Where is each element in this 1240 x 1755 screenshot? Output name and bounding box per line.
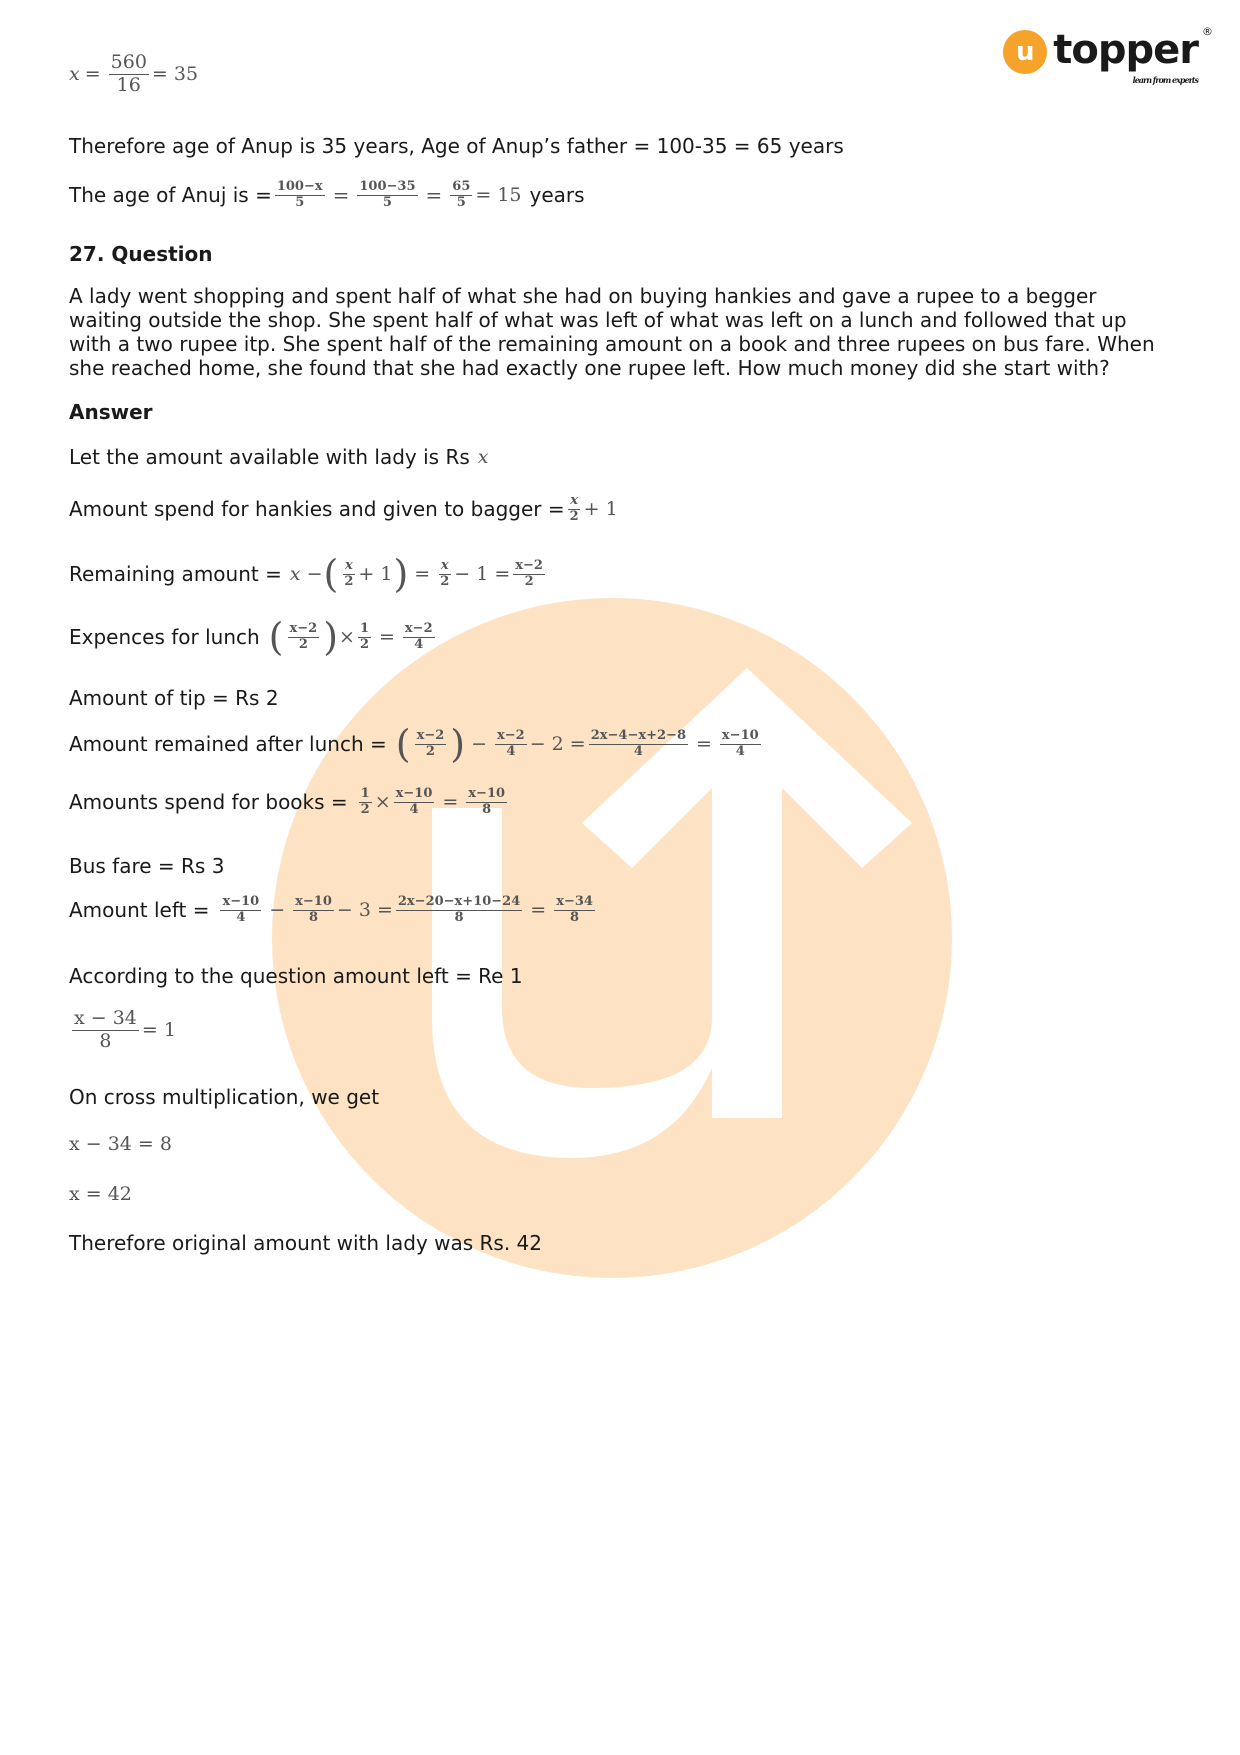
tail: − 3 =: [336, 899, 393, 922]
denominator: 4: [506, 743, 516, 759]
fraction: [357, 180, 417, 211]
denominator: 2: [440, 573, 450, 589]
text: Expences for lunch: [69, 625, 260, 649]
denominator: 2: [569, 508, 579, 524]
answer-line: [69, 445, 489, 469]
answer-line: [69, 494, 618, 525]
answer-line: [69, 722, 764, 766]
label: The age of Anuj is =: [69, 183, 272, 208]
numerator: 1: [360, 786, 370, 801]
denominator: 2: [298, 636, 308, 652]
numerator: 2x−4−x+2−8: [590, 727, 686, 743]
numerator: x: [440, 557, 449, 573]
fraction: [450, 180, 472, 211]
math-expr: x − ( $\frac{x}{2}$ + 1 ) = $\frac{x}{2}$ − 1 = $\frac{x-2}{2}$: [289, 552, 543, 596]
denominator: 2: [425, 743, 435, 759]
brand-tagline: learn from experts: [1132, 75, 1198, 85]
math-expr: $\frac{100-x}{5}$ = $\frac{100-35}{5}$ = $\frac{65}{5}$ = 15: [276, 179, 522, 210]
var-x: x −: [289, 563, 323, 585]
denominator: 2: [344, 573, 354, 589]
numerator: x−2: [416, 727, 445, 743]
times: ×: [374, 791, 391, 814]
times: ×: [339, 626, 355, 648]
registered-mark: ®: [1202, 25, 1212, 38]
tail: = 1: [141, 1019, 176, 1042]
numerator: 65: [452, 179, 471, 194]
text: Amounts spend for books =: [69, 790, 348, 815]
text-line: Bus fare = Rs 3: [69, 854, 225, 878]
denominator: 16: [116, 73, 141, 96]
fraction: [275, 180, 325, 211]
text-line: According to the question amount left = Re 1: [69, 964, 523, 988]
denominator: 4: [409, 801, 419, 817]
var-x: x: [477, 446, 489, 468]
text: Amount remained after lunch =: [69, 732, 387, 756]
answer-line: [69, 615, 438, 659]
denominator: 8: [454, 909, 464, 925]
result: = 15: [475, 184, 522, 207]
numerator: x−10: [468, 786, 506, 801]
tail: + 1: [358, 563, 393, 585]
topper-logo-icon: u: [1003, 30, 1047, 74]
numerator: x−2: [515, 557, 543, 573]
numerator: x−10: [222, 894, 260, 909]
minus: −: [269, 899, 286, 922]
denominator: 5: [295, 194, 305, 210]
equals: =: [696, 733, 712, 755]
numerator: x−10: [295, 894, 332, 909]
numerator: 2x−20−x+10−24: [397, 894, 521, 909]
math-expr: [217, 895, 597, 926]
watermark-logo: [272, 598, 952, 1278]
question-body: A lady went shopping and spent half of what she had on buying hankies and gave a rupee to a begger waiting outside the shop. She spent half of what was left of what was left on a lunch and followed that up with a two rupee itp. She spent half of the remaining amount on a book and three rupees on bus fare. When she reached home, she found that she had exactly one rupee left. How much money did she start with?: [69, 284, 1155, 380]
brand-name-text: topper: [1053, 27, 1198, 73]
numerator: 560: [110, 51, 147, 73]
equation: [69, 1008, 176, 1053]
text-line: Therefore age of Anup is 35 years, Age of Anup’s father = 100-35 = 65 years: [69, 134, 844, 158]
text: Remaining amount =: [69, 562, 282, 586]
numerator: x−10: [721, 727, 759, 743]
denominator: 5: [382, 194, 392, 210]
numerator: x−10: [395, 786, 433, 801]
math-expr: [565, 494, 618, 525]
result: = 35: [151, 63, 199, 86]
equals: =: [442, 791, 459, 814]
denominator: 4: [414, 636, 424, 652]
equation: x = 42: [69, 1183, 132, 1205]
denominator: 8: [99, 1029, 112, 1052]
equals: =: [530, 899, 547, 922]
fraction: [109, 52, 149, 97]
tail: − 2 =: [529, 733, 586, 755]
unit: years: [529, 183, 585, 208]
numerator: x − 34: [74, 1007, 137, 1029]
text: Amount left =: [69, 898, 210, 923]
tail: − 1 =: [454, 563, 511, 585]
equals: =: [414, 563, 431, 585]
denominator: 2: [524, 573, 534, 589]
denominator: 4: [735, 743, 745, 759]
answer-line: [69, 552, 548, 596]
numerator: 100−x: [276, 179, 323, 194]
tail: + 1: [583, 498, 618, 521]
answer-line: [69, 895, 598, 926]
text-line: Amount of tip = Rs 2: [69, 686, 279, 710]
denominator: 4: [236, 909, 246, 925]
equals: =: [379, 626, 395, 648]
math-expr: [356, 787, 510, 818]
numerator: x−2: [497, 727, 525, 743]
numerator: x: [570, 493, 579, 508]
text: Amount spend for hankies and given to bagger =: [69, 497, 565, 522]
answer-line: [69, 787, 510, 818]
answer-heading: Answer: [69, 400, 153, 424]
numerator: 100−35: [359, 179, 416, 194]
denominator: 2: [359, 636, 369, 652]
var-x: x: [69, 63, 80, 86]
equation-anuj-age: [69, 180, 585, 211]
text-line: On cross multiplication, we get: [69, 1085, 380, 1109]
denominator: 4: [633, 743, 643, 759]
numerator: 1: [359, 620, 369, 636]
brand-logo: [1003, 25, 1212, 85]
numerator: x−34: [556, 894, 593, 909]
text: Let the amount available with lady is Rs: [69, 445, 470, 469]
math-expr: ( $\frac{x-2}{2}$ ) × $\frac{1}{2}$ = $\frac{x-2}{4}$: [268, 615, 433, 659]
denominator: 8: [570, 909, 580, 925]
denominator: 2: [360, 801, 370, 817]
denominator: 8: [482, 801, 492, 817]
equation: x − 34 = 8: [69, 1133, 172, 1155]
math-expr: ( $\frac{x-2}{2}$ ) − $\frac{x-2}{4}$ − 2 = $\frac{2x-4-x+2-8}{4}$ = $\frac{x-10}{4}$: [395, 722, 759, 766]
numerator: x: [345, 557, 353, 573]
conclusion: Therefore original amount with lady was Rs. 42: [69, 1231, 543, 1255]
equation-x-value: x = $\frac{560}{16}$ = 35: [69, 51, 199, 96]
denominator: 5: [456, 194, 466, 210]
numerator: x−2: [289, 620, 318, 636]
denominator: 8: [308, 909, 319, 925]
brand-name: [1053, 25, 1212, 85]
numerator: x−2: [404, 620, 433, 636]
question-heading: 27. Question: [69, 242, 213, 266]
minus: −: [471, 733, 488, 755]
